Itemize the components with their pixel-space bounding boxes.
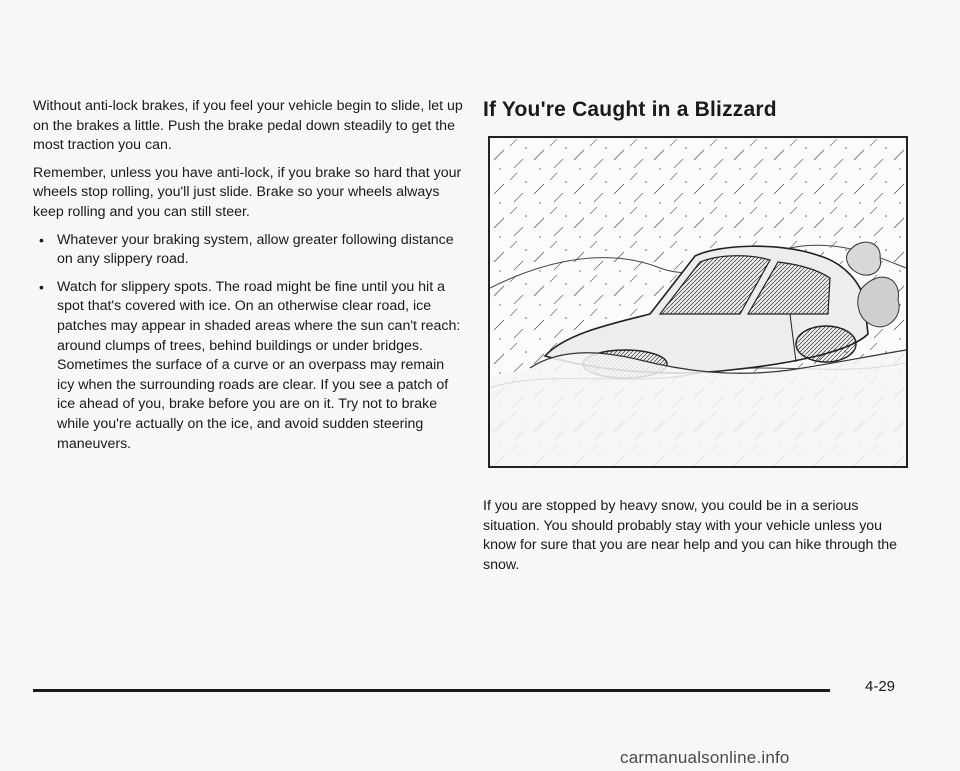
bullet-icon: • xyxy=(39,231,44,248)
paragraph-remember: Remember, unless you have anti-lock, if you brake so hard that your wheels stop rolling, you'll just slide. Brake so your wheels always keep rolling and you can still steer. xyxy=(33,164,462,220)
watermark-text: carmanualsonline.info xyxy=(620,748,790,767)
page-number: 4-29 xyxy=(865,678,896,695)
left-column xyxy=(33,97,463,462)
blizzard-car-illustration xyxy=(488,136,908,468)
paragraph-blizzard: If you are stopped by heavy snow, you could be in a serious situation. You should probably stay with your vehicle unless you know for sure that you are near help and you can hike through the snow. xyxy=(483,498,898,573)
bullet-list xyxy=(33,231,463,455)
paragraph-anti-lock: Without anti-lock brakes, if you feel your vehicle begin to slide, let up on the brakes a little. Push the brake pedal down steadily to get the most traction you can. xyxy=(33,98,463,154)
bullet-icon: • xyxy=(39,278,44,295)
list-item-text: Whatever your braking system, allow greater following distance on any slippery road. xyxy=(57,231,454,268)
section-heading: If You're Caught in a Blizzard xyxy=(483,98,777,121)
list-item xyxy=(33,231,463,270)
footer-rule xyxy=(33,689,830,692)
list-item-text: Watch for slippery spots. The road might be fine until you hit a spot that's covered with ice. On an otherwise clear road, ice patches may appear in shaded areas where the sun can't reach: around clumps of trees, behind buildings or under bridges. Sometimes the surface of a curve or an overpass may remain icy when the surrounding roads are clear. If you see a patch of ice ahead of you, brake before you are on it. Try not to brake while you're actually on the ice, and avoid sudden steering maneuvers. xyxy=(57,278,461,452)
list-item xyxy=(33,278,463,454)
